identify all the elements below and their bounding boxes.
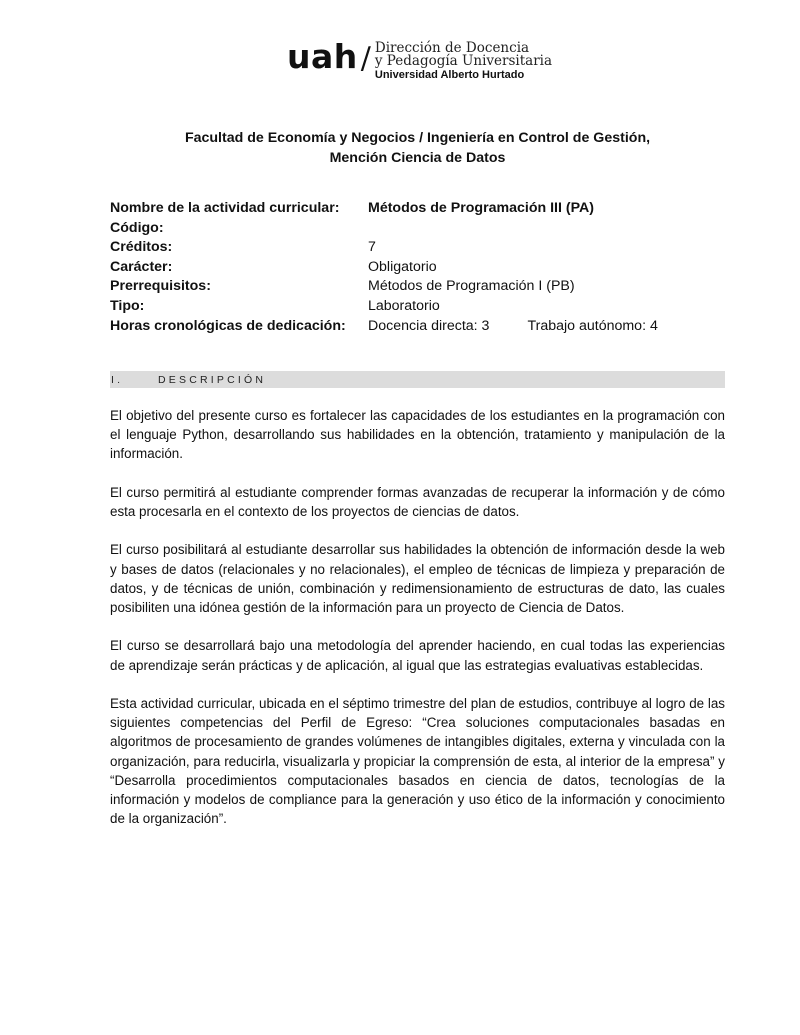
paragraph: El curso se desarrollará bajo una metodología del aprender haciendo, en cual todas las experiencias de aprendizaje serán prácticas y de aplicación, al igual que las estrategias evaluativas establecidas. — [110, 638, 725, 673]
info-label: Prerrequisitos: — [110, 278, 211, 295]
info-row-horas — [110, 317, 725, 337]
university-logo — [287, 38, 552, 86]
info-row-tipo — [110, 297, 725, 317]
paragraph: Esta actividad curricular, ubicada en el séptimo trimestre del plan de estudios, contribuye al logro de las siguientes competencias del Perfil de Egreso: “Crea soluciones computacionales basadas en algoritmos de procesamiento de grandes volúmenes de intangibles digitales, externa y vinculada con la organización, para reducirla, visualizarla y propiciar la comprensión de esta, al interior de la empresa” y “Desarrolla procedimientos computacionales basados en ciencia de datos, tecnologías de la información y modelos de compliance para la generación y uso ético de la información y conocimiento de la organización”. — [110, 695, 725, 827]
logo-mark: uah — [287, 37, 358, 76]
logo-line-universidad: Universidad Alberto Hurtado — [374, 69, 525, 81]
paragraph: El curso posibilitará al estudiante desarrollar sus habilidades la obtención de información desde la web y bases de datos (relacionales y no relacionales), el empleo de técnicas de limpieza y preparación de datos, y de técnicas de unión, combinación y redimensionamiento de estructuras de dato, las cuales posibiliten una idónea gestión de la información para un proyecto de Ciencia de Datos. — [110, 542, 725, 615]
info-row-caracter — [110, 258, 725, 278]
paragraph: El objetivo del presente curso es fortalecer las capacidades de los estudiantes en la programación con el lenguaje Python, desarrollando sus habilidades en la obtención, tratamiento y manipulación de la información. — [110, 408, 725, 462]
info-label: Horas cronológicas de dedicación: — [110, 317, 346, 334]
info-label: Créditos: — [110, 239, 173, 256]
info-value-extra: Trabajo autónomo: 4 — [527, 317, 658, 334]
info-value-group — [368, 317, 658, 337]
info-label: Tipo: — [110, 297, 145, 314]
course-info-table — [110, 199, 725, 336]
info-row-nombre — [110, 199, 725, 219]
info-row-creditos — [110, 238, 725, 258]
logo-line-pedagogia: y Pedagogía Universitaria — [374, 53, 553, 69]
logo-text — [375, 42, 552, 83]
info-label: Carácter: — [110, 258, 173, 275]
faculty-heading — [110, 128, 725, 168]
info-value: Docencia directa: 3 — [368, 317, 490, 334]
section-header — [110, 371, 725, 388]
info-value: Métodos de Programación I (PB) — [368, 278, 575, 295]
logo-line-direccion: Dirección de Docencia — [374, 40, 530, 56]
info-row-codigo — [110, 219, 725, 239]
logo-slash: / — [360, 41, 371, 76]
info-label: Nombre de la actividad curricular: — [110, 200, 340, 216]
info-row-prerrequisitos — [110, 277, 725, 297]
info-value: 7 — [368, 239, 376, 256]
description-body — [110, 406, 725, 848]
section-number: I. — [111, 373, 124, 386]
section-title: DESCRIPCIÓN — [158, 373, 267, 386]
info-value: Laboratorio — [368, 297, 440, 314]
paragraph: El curso permitirá al estudiante comprender formas avanzadas de recuperar la información y de cómo esta procesarla en el contexto de los proyectos de ciencias de datos. — [110, 484, 725, 519]
info-value: Métodos de Programación III (PA) — [368, 200, 594, 216]
faculty-line-1: Facultad de Economía y Negocios / Ingeniería en Control de Gestión, — [184, 130, 651, 146]
faculty-line-2: Mención Ciencia de Datos — [329, 150, 506, 166]
info-label: Código: — [110, 219, 164, 236]
info-value: Obligatorio — [368, 258, 437, 275]
